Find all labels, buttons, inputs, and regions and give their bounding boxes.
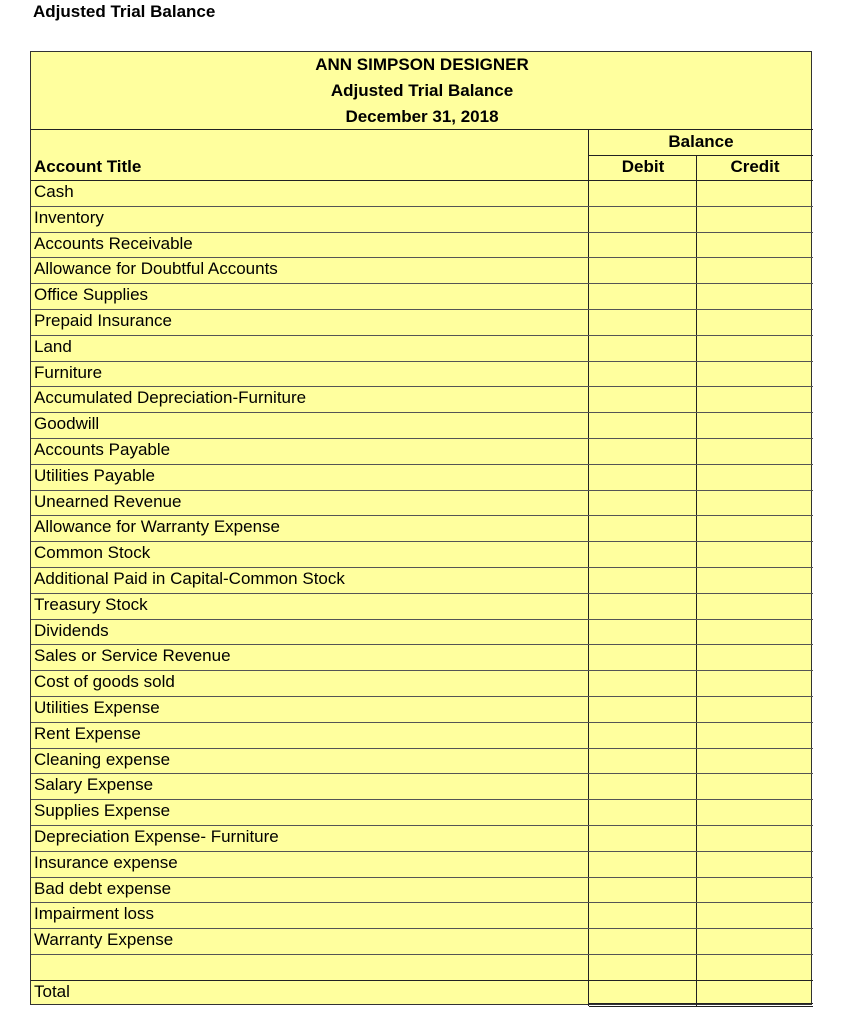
credit-input[interactable] xyxy=(698,517,811,539)
account-title-header: Account Title xyxy=(34,157,142,176)
row-divider xyxy=(31,954,813,955)
credit-input[interactable] xyxy=(698,466,811,488)
row-divider xyxy=(31,722,813,723)
credit-input[interactable] xyxy=(698,311,811,333)
credit-input[interactable] xyxy=(698,930,811,952)
row-divider xyxy=(31,335,813,336)
company-name: ANN SIMPSON DESIGNER xyxy=(315,55,529,74)
account-label: Rent Expense xyxy=(34,723,141,743)
credit-input[interactable] xyxy=(698,388,811,410)
account-label: Land xyxy=(34,336,72,356)
credit-input[interactable] xyxy=(698,414,811,436)
total-debit-input[interactable] xyxy=(590,982,695,1002)
credit-input[interactable] xyxy=(698,543,811,565)
account-label: Office Supplies xyxy=(34,285,149,305)
account-label: Bad debt expense xyxy=(34,878,172,898)
account-label: Supplies Expense xyxy=(34,801,171,821)
debit-input[interactable] xyxy=(590,492,695,514)
debit-input[interactable] xyxy=(590,517,695,539)
account-label: Furniture xyxy=(34,362,103,382)
account-label: Utilities Expense xyxy=(34,698,160,717)
total-label: Total xyxy=(34,981,70,1001)
account-label: Salary Expense xyxy=(34,775,154,795)
row-divider xyxy=(31,593,813,594)
credit-input[interactable] xyxy=(698,285,811,307)
debit-input[interactable] xyxy=(590,363,695,385)
credit-input[interactable] xyxy=(698,621,811,643)
credit-input[interactable] xyxy=(698,208,811,230)
row-divider xyxy=(31,361,813,362)
account-label: Accumulated Depreciation-Furniture xyxy=(34,388,307,408)
row-divider xyxy=(31,619,813,620)
debit-input[interactable] xyxy=(590,466,695,488)
credit-input[interactable] xyxy=(698,827,811,849)
debit-input[interactable] xyxy=(590,285,695,307)
credit-input[interactable] xyxy=(698,440,811,462)
account-label: Additional Paid in Capital-Common Stock xyxy=(34,569,345,588)
row-divider xyxy=(31,206,813,207)
debit-input[interactable] xyxy=(590,182,695,204)
debit-input[interactable] xyxy=(590,775,695,797)
account-label: Unearned Revenue xyxy=(34,491,182,511)
credit-input[interactable] xyxy=(698,182,811,204)
debit-input[interactable] xyxy=(590,750,695,772)
credit-input[interactable] xyxy=(698,492,811,514)
statement-heading xyxy=(31,52,813,130)
credit-input[interactable] xyxy=(698,853,811,875)
debit-input[interactable] xyxy=(590,930,695,952)
credit-input[interactable] xyxy=(698,337,811,359)
debit-input[interactable] xyxy=(590,569,695,591)
credit-input[interactable] xyxy=(698,363,811,385)
debit-input[interactable] xyxy=(590,234,695,256)
total-double-rule-1 xyxy=(589,1003,813,1004)
debit-input[interactable] xyxy=(590,388,695,410)
debit-input[interactable] xyxy=(590,414,695,436)
credit-input[interactable] xyxy=(698,569,811,591)
account-label: Cash xyxy=(34,182,74,201)
row-divider xyxy=(31,283,813,284)
total-credit-input[interactable] xyxy=(698,982,811,1002)
account-label: Allowance for Doubtful Accounts xyxy=(34,259,278,279)
account-label: Prepaid Insurance xyxy=(34,311,172,330)
debit-input[interactable] xyxy=(590,595,695,617)
debit-input[interactable] xyxy=(590,646,695,668)
account-label: Cleaning expense xyxy=(34,749,171,769)
credit-input[interactable] xyxy=(698,698,811,720)
credit-input[interactable] xyxy=(698,595,811,617)
debit-input[interactable] xyxy=(590,621,695,643)
account-label: Treasury Stock xyxy=(34,594,148,614)
debit-input[interactable] xyxy=(590,801,695,823)
debit-input[interactable] xyxy=(590,879,695,901)
debit-input[interactable] xyxy=(590,904,695,926)
credit-input[interactable] xyxy=(698,672,811,694)
account-label: Insurance expense xyxy=(34,852,178,872)
account-label: Accounts Receivable xyxy=(34,233,193,253)
credit-input[interactable] xyxy=(698,234,811,256)
row-divider xyxy=(31,412,813,413)
debit-input[interactable] xyxy=(590,672,695,694)
debit-input[interactable] xyxy=(590,543,695,565)
balance-header: Balance xyxy=(668,132,734,151)
account-label: Dividends xyxy=(34,620,109,640)
credit-input[interactable] xyxy=(698,724,811,746)
statement-date: December 31, 2018 xyxy=(345,107,499,126)
account-label: Depreciation Expense- Furniture xyxy=(34,827,279,846)
account-label: Sales or Service Revenue xyxy=(34,646,231,666)
total-divider xyxy=(31,980,813,981)
debit-input[interactable] xyxy=(590,698,695,720)
credit-input[interactable] xyxy=(698,801,811,823)
statement-name: Adjusted Trial Balance xyxy=(330,81,514,100)
debit-input[interactable] xyxy=(590,440,695,462)
account-label: Cost of goods sold xyxy=(34,672,175,692)
debit-input[interactable] xyxy=(590,259,695,281)
trial-balance-sheet xyxy=(30,51,812,1005)
debit-input[interactable] xyxy=(590,337,695,359)
debit-input[interactable] xyxy=(590,208,695,230)
credit-input[interactable] xyxy=(698,904,811,926)
account-label: Allowance for Warranty Expense xyxy=(34,517,280,537)
credit-input[interactable] xyxy=(698,259,811,281)
account-label: Utilities Payable xyxy=(34,465,155,485)
debit-input[interactable] xyxy=(590,956,695,978)
credit-input[interactable] xyxy=(698,956,811,978)
account-label: Goodwill xyxy=(34,414,100,434)
debit-input[interactable] xyxy=(590,853,695,875)
credit-input[interactable] xyxy=(698,775,811,797)
debit-input[interactable] xyxy=(590,724,695,746)
account-label: Warranty Expense xyxy=(34,930,174,950)
debit-header: Debit xyxy=(621,157,665,176)
page-title: Adjusted Trial Balance xyxy=(33,2,216,21)
credit-input[interactable] xyxy=(698,750,811,772)
account-label: Accounts Payable xyxy=(34,440,171,459)
total-double-rule-2 xyxy=(589,1006,813,1007)
account-label: Impairment loss xyxy=(34,904,154,924)
credit-input[interactable] xyxy=(698,879,811,901)
credit-input[interactable] xyxy=(698,646,811,668)
credit-header: Credit xyxy=(730,157,780,176)
account-label: Common Stock xyxy=(34,543,151,563)
debit-input[interactable] xyxy=(590,827,695,849)
debit-input[interactable] xyxy=(590,311,695,333)
account-label: Inventory xyxy=(34,207,104,227)
